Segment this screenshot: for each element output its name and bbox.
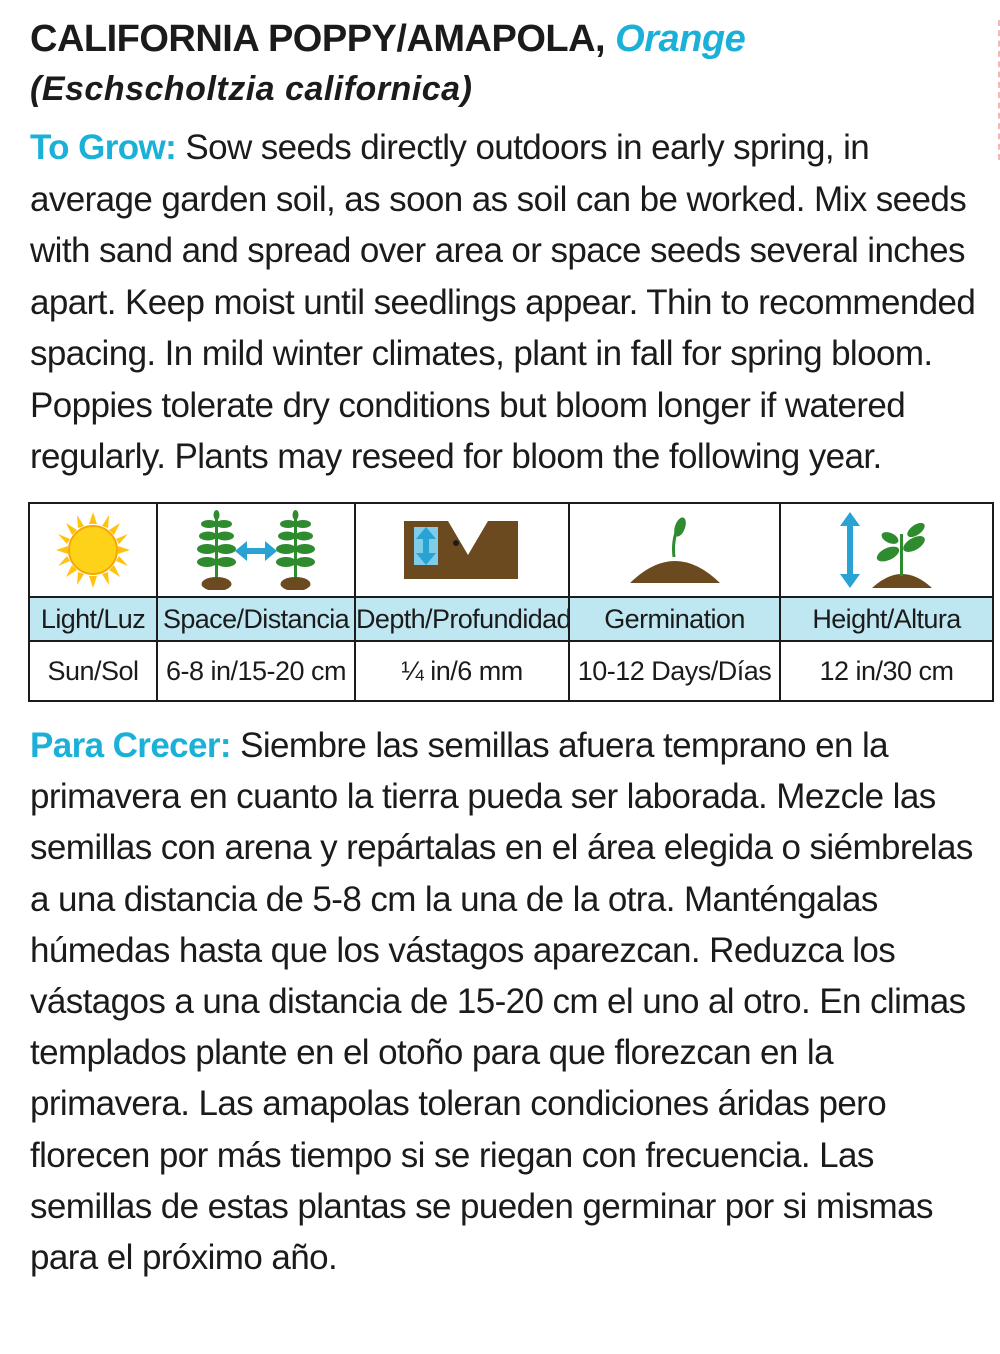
to-grow-text: Sow seeds directly outdoors in early spring, in average garden soil, as soon as soil can be worked. Mix seeds with sand and spread over area or space seeds several inches apart. Keep moist until seedlings appear. Thin to recommended spacing. In mild winter climates, plant in fall for spring bloom. Poppies tolerate dry conditions but bloom longer if watered regularly. Plants may reseed for bloom the following year. bbox=[30, 128, 976, 476]
depth-icon-cell bbox=[355, 503, 569, 597]
light-icon-cell bbox=[29, 503, 157, 597]
icon-row bbox=[29, 503, 993, 597]
light-label: Light/Luz bbox=[29, 597, 157, 641]
depth-label: Depth/Profundidad bbox=[355, 597, 569, 641]
height-icon bbox=[832, 510, 942, 590]
light-value: Sun/Sol bbox=[29, 641, 157, 701]
double-arrow bbox=[235, 541, 277, 561]
spacing-icon bbox=[191, 510, 321, 590]
growing-info-table bbox=[28, 502, 994, 702]
seedling-right bbox=[276, 510, 315, 578]
germination-label: Germination bbox=[569, 597, 780, 641]
value-row bbox=[29, 641, 993, 701]
to-grow-heading: To Grow: bbox=[30, 128, 177, 167]
space-label: Space/Distancia bbox=[157, 597, 355, 641]
para-crecer-paragraph bbox=[30, 720, 990, 1283]
to-grow-paragraph bbox=[30, 122, 990, 483]
latin-name: (Eschscholtzia californica) bbox=[30, 70, 473, 108]
germination-icon-cell bbox=[569, 503, 780, 597]
depth-icon bbox=[402, 515, 522, 585]
page-title bbox=[30, 18, 745, 61]
para-crecer-heading: Para Crecer: bbox=[30, 726, 231, 765]
label-row bbox=[29, 597, 993, 641]
height-icon-cell bbox=[780, 503, 993, 597]
height-label: Height/Altura bbox=[780, 597, 993, 641]
height-value: 12 in/30 cm bbox=[780, 641, 993, 701]
space-icon-cell bbox=[157, 503, 355, 597]
sun-icon bbox=[48, 510, 138, 590]
seedling-left bbox=[197, 510, 236, 578]
germination-value: 10-12 Days/Días bbox=[569, 641, 780, 701]
depth-value: ¼ in/6 mm bbox=[355, 641, 569, 701]
edge-dash-mark bbox=[994, 20, 1000, 160]
para-crecer-text: Siembre las semillas afuera temprano en la primavera en cuanto la tierra pueda ser laborada. Mezcle las semillas con arena y repártalas en el área elegida o siémbrelas a una distancia de 5-8 cm la una de la otra. Manténgalas húmedas hasta que los vástagos aparezcan. Reduzca los vástagos a una distancia de 15-20 cm el uno al otro. En climas templados plante en el otoño para que florezcan en la primavera. Las amapolas toleran condiciones áridas pero florecen por más tiempo si se riegan con frecuencia. Las semillas de estas plantas se pueden germinar por si mismas para el próximo año. bbox=[30, 726, 973, 1278]
sprout-icon bbox=[620, 515, 730, 585]
space-value: 6-8 in/15-20 cm bbox=[157, 641, 355, 701]
variety-name: Orange bbox=[615, 18, 746, 60]
plant-name: CALIFORNIA POPPY/AMAPOLA, bbox=[30, 18, 606, 60]
